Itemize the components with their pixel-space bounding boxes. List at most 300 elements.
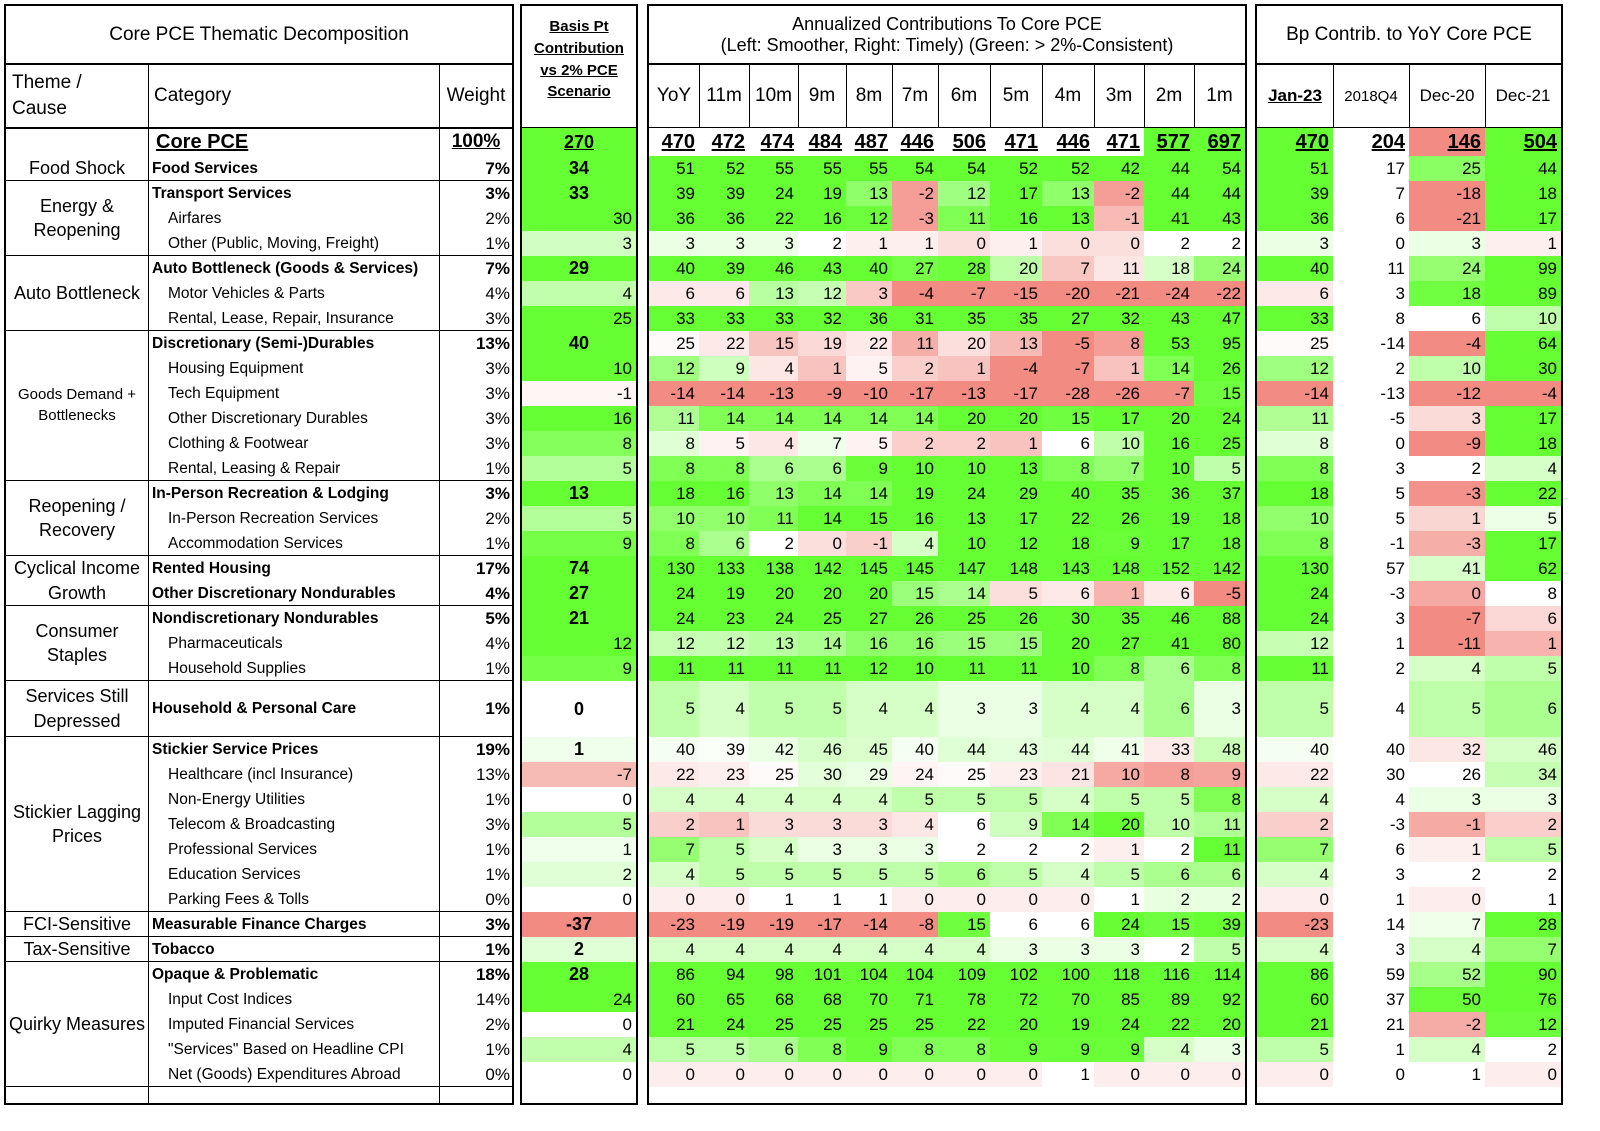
annualized-value: 25 <box>749 1012 798 1037</box>
bp-value: 22 <box>1257 762 1333 787</box>
category-label: Transport Services <box>152 185 292 202</box>
annualized-value: 18 <box>1194 531 1245 556</box>
annualized-value: 25 <box>938 762 990 787</box>
theme-header-line2: Cause <box>12 98 67 119</box>
annualized-value: 5 <box>699 1037 749 1062</box>
annualized-value: 35 <box>990 306 1042 331</box>
annualized-value: 10 <box>1144 456 1194 481</box>
annualized-value: 44 <box>1144 181 1194 206</box>
category-label: Clothing & Footwear <box>168 435 309 452</box>
annualized-value: -13 <box>938 381 990 406</box>
category-label: Tobacco <box>152 941 215 958</box>
annualized-value: -1 <box>846 531 892 556</box>
annualized-value: 2 <box>1144 937 1194 962</box>
bp-value: 8 <box>1333 306 1409 331</box>
basis-value: 5 <box>522 506 636 531</box>
annualized-value: 10 <box>1144 812 1194 837</box>
annualized-value: 4 <box>938 937 990 962</box>
bp-value: 1 <box>1409 506 1485 531</box>
theme-group: FCI-Sensitive <box>6 912 148 937</box>
basis-value: -1 <box>522 381 636 406</box>
bp-value: 12 <box>1485 1012 1561 1037</box>
annualized-value: 32 <box>1094 306 1144 331</box>
category-label: Rental, Lease, Repair, Insurance <box>168 310 394 327</box>
bp-value: -7 <box>1409 606 1485 631</box>
basis-value: 33 <box>522 181 636 206</box>
annualized-value: -7 <box>938 281 990 306</box>
divider <box>749 65 750 127</box>
annualized-value: 19 <box>892 481 938 506</box>
annualized-value: 148 <box>1094 556 1144 581</box>
annualized-value: 40 <box>649 737 699 762</box>
annualized-value: 9 <box>1094 531 1144 556</box>
divider <box>699 65 700 127</box>
bp-value: 5 <box>1485 506 1561 531</box>
annualized-value: 3 <box>990 937 1042 962</box>
bp-value: 17 <box>1485 531 1561 556</box>
annualized-value: -15 <box>990 281 1042 306</box>
basis-value: 2 <box>522 937 636 962</box>
theme-group: Stickier Lagging Prices <box>6 737 148 912</box>
annualized-value: 47 <box>1194 306 1245 331</box>
annualized-value: 1 <box>1094 887 1144 912</box>
basis-title-line1: Basis Pt <box>549 18 609 35</box>
annualized-value: 20 <box>990 256 1042 281</box>
annualized-value: 13 <box>1042 206 1094 231</box>
annualized-value: 145 <box>892 556 938 581</box>
bp-value: 24 <box>1257 581 1333 606</box>
bp-value: 0 <box>1333 431 1409 456</box>
annualized-value: -28 <box>1042 381 1094 406</box>
divider <box>1409 65 1410 127</box>
annualized-value: 5 <box>699 837 749 862</box>
annualized-value: 52 <box>699 156 749 181</box>
category-label: In-Person Recreation Services <box>168 510 379 527</box>
annualized-value: 3 <box>649 231 699 256</box>
annualized-value: 114 <box>1194 962 1245 987</box>
category-label: In-Person Recreation & Lodging <box>152 485 389 502</box>
bp-value: 1 <box>1409 837 1485 862</box>
annualized-value: 1 <box>892 231 938 256</box>
annualized-value: 3 <box>846 812 892 837</box>
bp-value: 3 <box>1333 862 1409 887</box>
annualized-value: 2 <box>1144 231 1194 256</box>
basis-value: 12 <box>522 631 636 656</box>
annualized-value: 4 <box>892 531 938 556</box>
category-label: Other (Public, Moving, Freight) <box>168 235 380 252</box>
bp-value: 2 <box>1333 356 1409 381</box>
annualized-value: 21 <box>1042 762 1094 787</box>
basis-value: 1 <box>522 837 636 862</box>
bp-value: 1 <box>1333 1037 1409 1062</box>
annualized-value: -14 <box>699 381 749 406</box>
basis-value: 4 <box>522 281 636 306</box>
annualized-value: 24 <box>938 481 990 506</box>
annualized-value: 4 <box>846 787 892 812</box>
annualized-value: 0 <box>1094 1062 1144 1087</box>
annualized-value: 24 <box>1094 912 1144 937</box>
period-header: 4m <box>1054 85 1082 106</box>
annualized-value: 36 <box>699 206 749 231</box>
category-label: Opaque & Problematic <box>152 966 319 983</box>
annualized-value: 33 <box>1144 737 1194 762</box>
category-label: Core PCE <box>156 131 249 153</box>
annualized-value: 4 <box>749 356 798 381</box>
annualized-value: 46 <box>798 737 846 762</box>
period-header: 2m <box>1155 85 1183 106</box>
bp-value: 146 <box>1409 128 1485 156</box>
annualized-value: 5 <box>1194 456 1245 481</box>
basis-value: 4 <box>522 1037 636 1062</box>
basis-value: 16 <box>522 406 636 431</box>
annualized-value: 20 <box>990 406 1042 431</box>
divider <box>1144 65 1145 127</box>
annualized-value: -2 <box>892 181 938 206</box>
annualized-value: -2 <box>1094 181 1144 206</box>
annualized-value: 20 <box>990 1012 1042 1037</box>
bp-value: 39 <box>1257 181 1333 206</box>
annualized-value: 20 <box>846 581 892 606</box>
bp-value: 10 <box>1257 506 1333 531</box>
annualized-value: 29 <box>990 481 1042 506</box>
annualized-value: 25 <box>798 1012 846 1037</box>
category-label: Discretionary (Semi-)Durables <box>152 335 375 352</box>
weight-value: 1% <box>485 840 510 859</box>
annualized-value: 10 <box>1094 762 1144 787</box>
annualized-value: 25 <box>649 331 699 356</box>
period-header: 7m <box>901 85 929 106</box>
bp-value: 40 <box>1257 737 1333 762</box>
annualized-value: 4 <box>1042 681 1094 737</box>
bp-value: 12 <box>1257 631 1333 656</box>
annualized-value: 487 <box>846 128 892 156</box>
annualized-value: 145 <box>846 556 892 581</box>
annualized-value: 474 <box>749 128 798 156</box>
bp-value: 130 <box>1257 556 1333 581</box>
bp-value: -5 <box>1333 406 1409 431</box>
annualized-value: 72 <box>990 987 1042 1012</box>
annualized-value: 13 <box>1042 181 1094 206</box>
annualized-value: 33 <box>649 306 699 331</box>
annualized-value: 20 <box>938 331 990 356</box>
bp-value: 0 <box>1409 887 1485 912</box>
annualized-value: 27 <box>892 256 938 281</box>
annualized-value: 7 <box>1094 456 1144 481</box>
annualized-value: 22 <box>699 331 749 356</box>
weight-value: 3% <box>485 359 510 378</box>
annualized-value: 68 <box>749 987 798 1012</box>
bp-value: 0 <box>1485 1062 1561 1087</box>
annualized-value: 138 <box>749 556 798 581</box>
bp-value: 25 <box>1409 156 1485 181</box>
annualized-value: 0 <box>699 1062 749 1087</box>
basis-value: 74 <box>522 556 636 581</box>
annualized-value: 55 <box>846 156 892 181</box>
annualized-value: 30 <box>1042 606 1094 631</box>
annualized-value: 24 <box>749 606 798 631</box>
theme-group: Services Still Depressed <box>6 681 148 737</box>
annualized-value: 3 <box>749 231 798 256</box>
annualized-value: 88 <box>1194 606 1245 631</box>
basis-value: 0 <box>522 787 636 812</box>
basis-value: 270 <box>522 128 636 156</box>
annualized-value: -1 <box>1094 206 1144 231</box>
basis-value: 28 <box>522 962 636 987</box>
annualized-value: 11 <box>990 656 1042 681</box>
weight-value: 1% <box>485 459 510 478</box>
annualized-value: 19 <box>1042 1012 1094 1037</box>
annualized-value: 4 <box>1094 681 1144 737</box>
weight-value: 3% <box>485 484 510 503</box>
annualized-value: 78 <box>938 987 990 1012</box>
annualized-value: 5 <box>1144 787 1194 812</box>
weight-value: 3% <box>485 915 510 934</box>
bp-col-header: Dec-21 <box>1495 86 1551 105</box>
category-label: Tech Equipment <box>168 385 280 402</box>
annualized-value: 27 <box>1042 306 1094 331</box>
bp-value: -3 <box>1333 581 1409 606</box>
annualized-value: 22 <box>649 762 699 787</box>
annualized-value: 35 <box>1094 606 1144 631</box>
annualized-value: -9 <box>798 381 846 406</box>
weight-value: 18% <box>475 965 510 984</box>
main-title: Core PCE Thematic Decomposition <box>6 6 512 65</box>
annualized-value: 9 <box>846 456 892 481</box>
annualized-value: 70 <box>846 987 892 1012</box>
annualized-value: 9 <box>1094 1037 1144 1062</box>
annualized-value: 36 <box>1144 481 1194 506</box>
annualized-value: 54 <box>938 156 990 181</box>
bp-value: 3 <box>1409 406 1485 431</box>
annualized-value: 0 <box>846 1062 892 1087</box>
annualized-title <box>649 6 1245 65</box>
weight-value: 1% <box>485 534 510 553</box>
annualized-value: 41 <box>1094 737 1144 762</box>
category-label: Motor Vehicles & Parts <box>168 285 325 302</box>
annualized-value: 52 <box>990 156 1042 181</box>
annualized-value: 89 <box>1144 987 1194 1012</box>
bp-value: 5 <box>1409 681 1485 737</box>
period-header-row <box>649 65 1245 129</box>
annualized-value: 12 <box>990 531 1042 556</box>
category-label: Imputed Financial Services <box>168 1016 355 1033</box>
weight-value: 1% <box>485 790 510 809</box>
annualized-value: 8 <box>649 531 699 556</box>
annualized-value: 0 <box>1042 231 1094 256</box>
theme-header-line1: Theme / <box>12 72 82 94</box>
annualized-value: 20 <box>798 581 846 606</box>
annualized-value: 12 <box>649 631 699 656</box>
weight-value: 13% <box>475 765 510 784</box>
annualized-value: 14 <box>749 406 798 431</box>
annualized-value: 4 <box>1144 1037 1194 1062</box>
annualized-value: -7 <box>1144 381 1194 406</box>
category-label: Rental, Leasing & Repair <box>168 460 341 477</box>
theme-group: Consumer Staples <box>6 606 148 681</box>
annualized-value: 6 <box>1042 912 1094 937</box>
bp-value: 3 <box>1333 937 1409 962</box>
annualized-value: 2 <box>892 356 938 381</box>
bp-value: 1 <box>1333 631 1409 656</box>
bp-value: 8 <box>1485 581 1561 606</box>
annualized-value: 8 <box>892 1037 938 1062</box>
bp-value: 10 <box>1409 356 1485 381</box>
weight-value: 1% <box>485 659 510 678</box>
annualized-value: 471 <box>990 128 1042 156</box>
basis-value: 13 <box>522 481 636 506</box>
annualized-value: 6 <box>990 912 1042 937</box>
annualized-value: 40 <box>846 256 892 281</box>
annualized-value: 0 <box>990 1062 1042 1087</box>
annualized-value: 6 <box>1144 681 1194 737</box>
annualized-value: 43 <box>1194 206 1245 231</box>
annualized-value: 24 <box>1094 1012 1144 1037</box>
annualized-value: 7 <box>1042 256 1094 281</box>
bp-value: 4 <box>1409 937 1485 962</box>
bp-value: -4 <box>1409 331 1485 356</box>
annualized-value: 33 <box>699 306 749 331</box>
annualized-value: 33 <box>749 306 798 331</box>
annualized-value: 11 <box>1094 256 1144 281</box>
bp-value: 0 <box>1257 1062 1333 1087</box>
bp-value: 7 <box>1257 837 1333 862</box>
bp-value: 3 <box>1485 787 1561 812</box>
annualized-value: -4 <box>990 356 1042 381</box>
annualized-value: 133 <box>699 556 749 581</box>
annualized-value: 6 <box>1042 581 1094 606</box>
annualized-value: 3 <box>749 812 798 837</box>
annualized-value: 43 <box>990 737 1042 762</box>
basis-value: 9 <box>522 531 636 556</box>
weight-value: 3% <box>485 309 510 328</box>
annualized-value: 0 <box>699 887 749 912</box>
annualized-value: 2 <box>990 837 1042 862</box>
annualized-value: 14 <box>846 481 892 506</box>
annualized-value: -5 <box>1194 581 1245 606</box>
annualized-value: 37 <box>1194 481 1245 506</box>
annualized-value: 1 <box>798 356 846 381</box>
bp-value: 2 <box>1333 656 1409 681</box>
annualized-value: 4 <box>749 787 798 812</box>
theme-group: Cyclical Income Growth <box>6 556 148 606</box>
bp-value: 18 <box>1485 431 1561 456</box>
annualized-value: 41 <box>1144 206 1194 231</box>
annualized-value: 0 <box>649 887 699 912</box>
category-label: Housing Equipment <box>168 360 304 377</box>
annualized-value: 48 <box>1194 737 1245 762</box>
annualized-value: 4 <box>649 937 699 962</box>
annualized-value: 19 <box>699 581 749 606</box>
annualized-value: 20 <box>938 406 990 431</box>
annualized-value: 0 <box>798 1062 846 1087</box>
bp-value: 6 <box>1257 281 1333 306</box>
annualized-value: 12 <box>938 181 990 206</box>
annualized-value: 8 <box>1194 656 1245 681</box>
annualized-value: 9 <box>1194 762 1245 787</box>
annualized-value: 32 <box>798 306 846 331</box>
annualized-value: 147 <box>938 556 990 581</box>
annualized-value: 2 <box>938 431 990 456</box>
annualized-panel <box>647 4 1247 1105</box>
category-label: Input Cost Indices <box>168 991 293 1008</box>
annualized-value: 5 <box>1094 862 1144 887</box>
annualized-value: 0 <box>1094 231 1144 256</box>
category-label: Net (Goods) Expenditures Abroad <box>168 1066 401 1083</box>
annualized-value: 5 <box>798 862 846 887</box>
annualized-value: 5 <box>892 862 938 887</box>
annualized-value: 2 <box>1144 837 1194 862</box>
bp-value: 10 <box>1485 306 1561 331</box>
annualized-value: 14 <box>699 406 749 431</box>
annualized-value: 6 <box>1144 862 1194 887</box>
annualized-value: 8 <box>938 1037 990 1062</box>
annualized-value: 44 <box>1194 181 1245 206</box>
annualized-value: 1 <box>1094 581 1144 606</box>
bp-col-header: Dec-20 <box>1419 86 1475 105</box>
annualized-value: 25 <box>1194 431 1245 456</box>
period-header: 3m <box>1105 85 1133 106</box>
weight-value: 0% <box>485 1065 510 1084</box>
annualized-value: 20 <box>1042 631 1094 656</box>
annualized-value: 1 <box>990 231 1042 256</box>
theme-group: Auto Bottleneck <box>6 256 148 331</box>
category-label: Household Supplies <box>168 660 306 677</box>
bp-value: 62 <box>1485 556 1561 581</box>
annualized-value: 0 <box>1194 1062 1245 1087</box>
annualized-value: 5 <box>892 787 938 812</box>
annualized-value: 52 <box>1042 156 1094 181</box>
annualized-value: 10 <box>699 506 749 531</box>
annualized-value: 24 <box>649 581 699 606</box>
annualized-value: -20 <box>1042 281 1094 306</box>
bp-value: 4 <box>1409 656 1485 681</box>
divider <box>148 65 149 1103</box>
bp-value: 6 <box>1409 306 1485 331</box>
annualized-value: 697 <box>1194 128 1245 156</box>
annualized-value: 43 <box>1144 306 1194 331</box>
category-label: Pharmaceuticals <box>168 635 283 652</box>
annualized-value: 9 <box>990 1037 1042 1062</box>
bp-value: 22 <box>1485 481 1561 506</box>
annualized-value: 19 <box>798 331 846 356</box>
annualized-value: 24 <box>649 606 699 631</box>
bp-value: -3 <box>1409 481 1485 506</box>
annualized-value: 130 <box>649 556 699 581</box>
basis-value: 40 <box>522 331 636 356</box>
annualized-value: 35 <box>1094 481 1144 506</box>
bp-value: 7 <box>1409 912 1485 937</box>
category-label: Household & Personal Care <box>152 700 357 717</box>
annualized-value: 44 <box>1042 737 1094 762</box>
bp-value: 1 <box>1333 887 1409 912</box>
annualized-value: 6 <box>1042 431 1094 456</box>
annualized-value: -8 <box>892 912 938 937</box>
annualized-value: 7 <box>649 837 699 862</box>
bp-value: 0 <box>1257 887 1333 912</box>
annualized-value: 118 <box>1094 962 1144 987</box>
basis-value: 1 <box>522 737 636 762</box>
annualized-value: 2 <box>1194 887 1245 912</box>
annualized-value: 8 <box>699 456 749 481</box>
annualized-value: 100 <box>1042 962 1094 987</box>
annualized-value: 6 <box>749 1037 798 1062</box>
bp-value: 7 <box>1485 937 1561 962</box>
bp-value: -21 <box>1409 206 1485 231</box>
annualized-value: 1 <box>846 231 892 256</box>
bp-value: -1 <box>1333 531 1409 556</box>
bp-value: 8 <box>1257 456 1333 481</box>
bp-value: 51 <box>1257 156 1333 181</box>
